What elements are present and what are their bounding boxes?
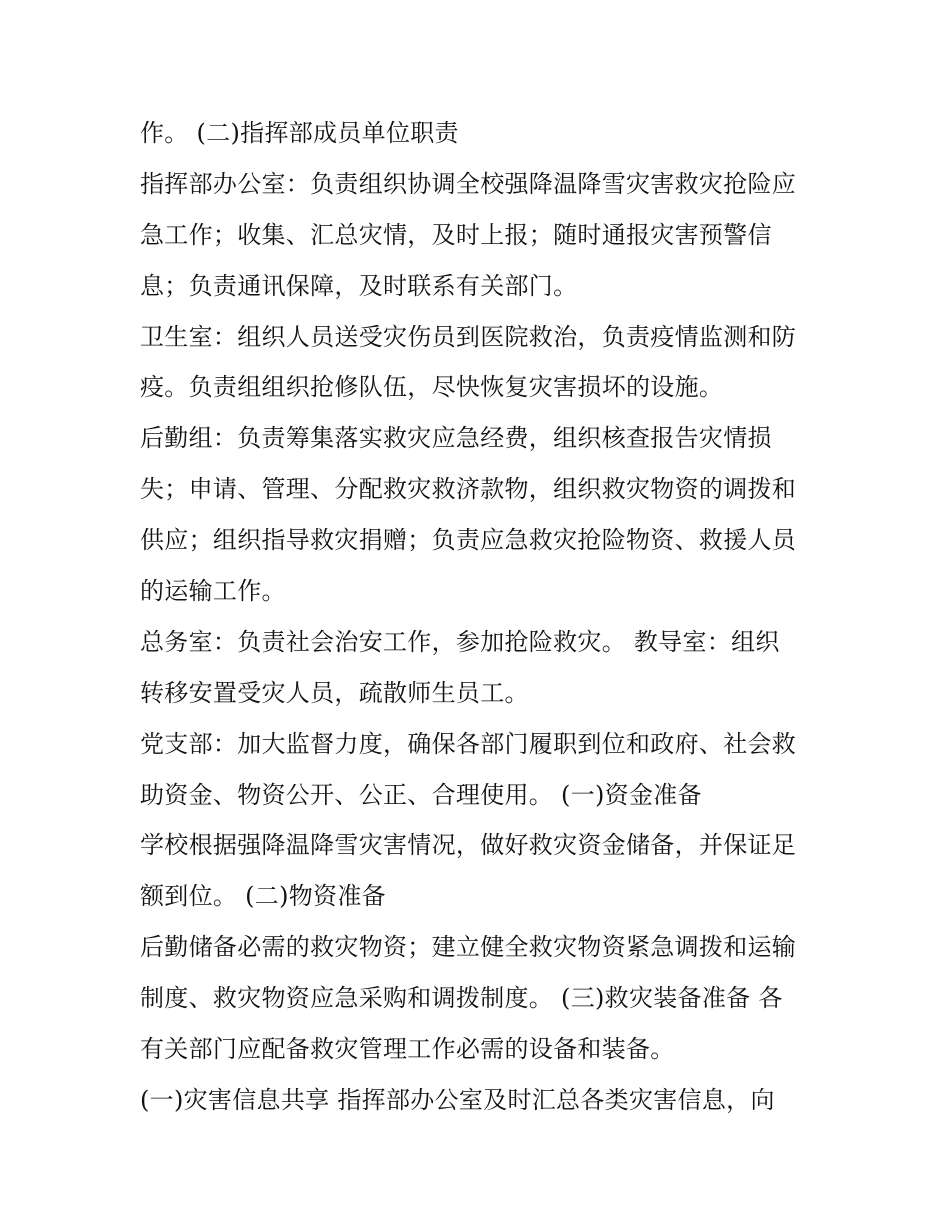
- text-line: 总务室：负责社会治安工作，参加抢险救灾。 教导室：组织: [140, 627, 780, 656]
- text-line: 后勤组：负责筹集落实救灾应急经费，组织核查报告灾情损: [140, 424, 772, 453]
- text-line: 助资金、物资公开、公正、合理使用。 (一)资金准备: [140, 780, 702, 809]
- text-line: 的运输工作。: [140, 577, 286, 606]
- text-line: 额到位。 (二)物资准备: [140, 882, 386, 911]
- text-line: 卫生室：组织人员送受灾伤员到医院救治，负责疫情监测和防: [140, 322, 797, 351]
- text-line: 指挥部办公室：负责组织协调全校强降温降雪灾害救灾抢险应: [140, 169, 797, 198]
- text-line: 转移安置受灾人员，疏散师生员工。: [140, 678, 529, 707]
- text-line: 后勤储备必需的救灾物资；建立健全救灾物资紧急调拨和运输: [140, 933, 797, 962]
- text-line: 疫。负责组组织抢修队伍，尽快恢复灾害损坏的设施。: [140, 373, 724, 402]
- text-line: 作。 (二)指挥部成员单位职责: [140, 119, 459, 147]
- text-line: 息；负责通讯保障，及时联系有关部门。: [140, 271, 578, 300]
- text-line: 供应；组织指导救灾捐赠；负责应急救灾抢险物资、救援人员: [140, 526, 797, 555]
- text-line: 学校根据强降温降雪灾害情况，做好救灾资金储备，并保证足: [140, 831, 797, 860]
- text-line: 失；申请、管理、分配救灾救济款物，组织救灾物资的调拨和: [140, 475, 797, 504]
- text-line: 制度、救灾物资应急采购和调拨制度。 (三)救灾装备准备 各: [140, 984, 783, 1013]
- text-line: 有关部门应配备救灾管理工作必需的设备和装备。: [140, 1035, 675, 1064]
- document-body: [140, 108, 830, 1126]
- text-line: (一)灾害信息共享 指挥部办公室及时汇总各类灾害信息，向: [140, 1085, 775, 1114]
- text-line: 急工作；收集、汇总灾情，及时上报；随时通报灾害预警信: [140, 220, 772, 249]
- text-line: 党支部：加大监督力度，确保各部门履职到位和政府、社会救: [140, 729, 797, 758]
